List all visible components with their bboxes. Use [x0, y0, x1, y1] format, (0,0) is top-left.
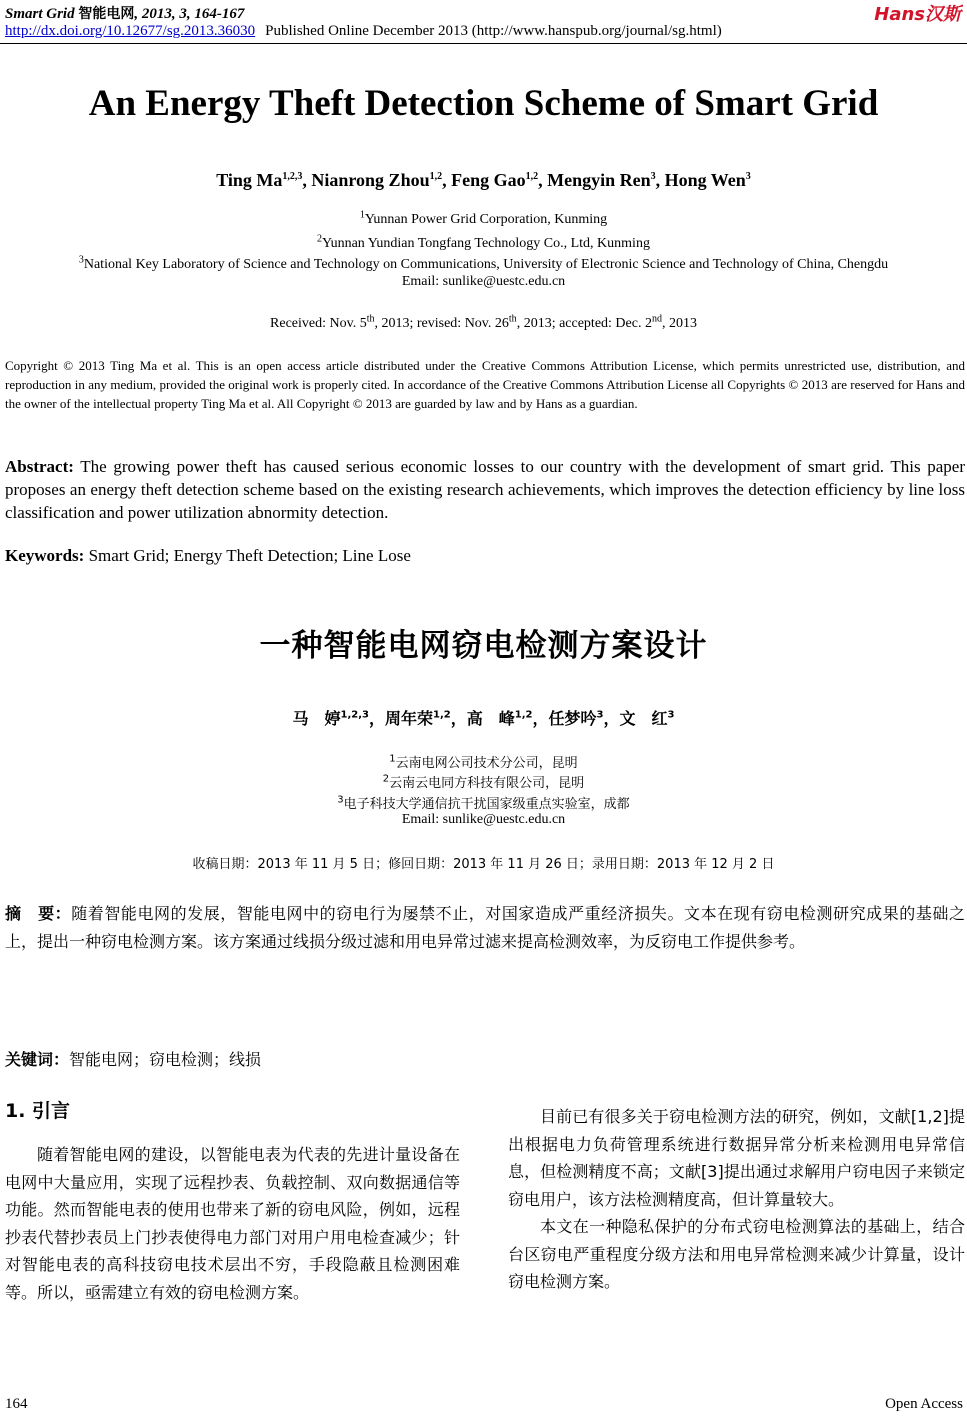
abstract-cn-text: 随着智能电网的发展，智能电网中的窃电行为屡禁不止，对国家造成严重经济损失。文本在现有窃电检测研究成果的基础之上，提出一种窃电检测方案。该方案通过线损分级过滤和用电异常过滤来提高检测效率，为反窃电工作提供参考。	[5, 904, 965, 951]
keywords-cn-text: 智能电网；窃电检测；线损	[69, 1050, 262, 1069]
published-online: Published Online December 2013 (http://www.hanspub.org/journal/sg.html)	[265, 23, 722, 39]
header-divider	[0, 43, 967, 44]
dates-cn: 收稿日期：2013 年 11 月 5 日；修回日期：2013 年 11 月 26 日；录用日期：2013 年 12 月 2 日	[192, 857, 775, 872]
keywords-label: Keywords:	[5, 546, 85, 565]
author-name-cn: 高 峰	[466, 709, 515, 728]
body-column-right	[508, 1103, 965, 1296]
author-affiliation: 1,2	[429, 171, 443, 182]
author-name-cn: 任梦吟	[548, 709, 597, 728]
journal-header	[5, 3, 244, 23]
author-name-cn: 周年荣	[385, 709, 434, 728]
author-name: Ting Ma	[216, 170, 283, 190]
abstract-cn	[5, 900, 965, 956]
authors-cn: 马 婷$^{1,2,3}$，周年荣$^{1,2}$，高 峰$^{1,2}$，任梦吟$^3$，文 红$^3$	[292, 709, 675, 728]
affiliation-en: $^2$Yunnan Yundian Tongfang Technology Co., Ltd, Kunming	[317, 233, 650, 251]
affiliation-cn: $^3$电子科技大学通信抗干扰国家级重点实验室，成都	[337, 794, 630, 812]
author-name-cn: 马 婷	[292, 709, 341, 728]
author-name: Feng Gao	[451, 170, 526, 190]
keywords-cn	[5, 1047, 965, 1070]
author-affiliation: 3	[745, 171, 751, 182]
open-access-label: Open Access	[885, 1396, 963, 1412]
body-column-left	[5, 1141, 460, 1306]
author-affiliation: 3	[650, 171, 656, 182]
keywords-en	[5, 546, 965, 566]
author-name-cn: 文 红	[619, 709, 668, 728]
affiliation-cn: $^2$云南云电同方科技有限公司，昆明	[382, 773, 585, 791]
section-heading: 1. 引言	[5, 1100, 71, 1122]
keywords-text: Smart Grid; Energy Theft Detection; Line Lose	[84, 546, 411, 565]
doi-link[interactable]: http://dx.doi.org/10.12677/sg.2013.36030	[5, 23, 256, 39]
abstract-en	[5, 455, 965, 524]
copyright-notice: Copyright © 2013 Ting Ma et al. This is an open access article distributed under the Creative Commons Attribution License, which permits unrestricted use, distribution, and reproduction in any medium, provided the original work is properly cited. In accordance of the Creative Commons Attribution License all Copyrights © 2013 are reserved for Hans and the owner of the intellectual property Ting Ma et al. All Copyright © 2013 are guarded by law and by Hans as a guardian.	[5, 358, 965, 411]
authors-en: Ting Ma$^{1,2,3}$, Nianrong Zhou$^{1,2}$, Feng Gao$^{1,2}$, Mengyin Ren$^3$, Hong Wen$^3$	[216, 170, 751, 190]
affiliation-cn: $^1$云南电网公司技术分公司，昆明	[389, 753, 578, 771]
abstract-text: The growing power theft has caused serious economic losses to our country with the development of smart grid. This paper proposes an energy theft detection scheme based on the existing research achievements, which improves the detection efficiency by line loss classification and power utilization abnormity detection.	[5, 457, 965, 522]
author-name: Hong Wen	[664, 170, 746, 190]
body-paragraph: 随着智能电网的建设，以智能电表为代表的先进计量设备在电网中大量应用，实现了远程抄表、负载控制、双向数据通信等功能。然而智能电表的使用也带来了新的窃电风险，例如，远程抄表代替抄表员上门抄表使得电力部门对用户用电检查减少；针对智能电表的高科技窃电技术层出不穷，手段隐蔽且检测困难等。所以，亟需建立有效的窃电检测方案。	[5, 1145, 460, 1302]
author-affiliation: 1,2	[525, 171, 539, 182]
journal-citation: , 2013, 3, 164-167	[134, 6, 245, 22]
abstract-label: Abstract:	[5, 457, 74, 476]
author-name: Mengyin Ren	[547, 170, 651, 190]
affiliation-en: $^3$National Key Laboratory of Science and Technology on Communications, University of Electronic Science and Technology of China, Chengdu	[78, 254, 889, 272]
body-paragraph: 目前已有很多关于窃电检测方法的研究，例如，文献[1,2]提出根据电力负荷管理系统进行数据异常分析来检测用电异常信息，但检测精度不高；文献[3]提出通过求解用户窃电因子来锁定窃电用户，该方法检测精度高，但计算量较大。	[508, 1107, 965, 1209]
paper-title-cn: 一种智能电网窃电检测方案设计	[259, 628, 708, 664]
doi-line	[5, 23, 722, 40]
author-name: Nianrong Zhou	[311, 170, 430, 190]
abstract-cn-label: 摘 要：	[5, 904, 72, 923]
journal-name: Smart Grid	[5, 6, 75, 22]
journal-name-cn: 智能电网	[78, 6, 135, 22]
received-dates: Received: Nov. 5th, 2013; revised: Nov. 26th, 2013; accepted: Dec. 2nd, 2013	[270, 313, 697, 331]
hans-logo-text: Hans汉斯	[874, 4, 961, 24]
author-affiliation: 1,2,3	[282, 171, 303, 182]
paper-title-en: An Energy Theft Detection Scheme of Smart Grid	[88, 83, 879, 124]
email-cn: Email: sunlike@uestc.edu.cn	[401, 812, 566, 827]
body-paragraph: 本文在一种隐私保护的分布式窃电检测算法的基础上，结合台区窃电严重程度分级方法和用电异常检测来减少计算量，设计窃电检测方案。	[508, 1217, 965, 1291]
hans-logo	[867, 2, 963, 24]
keywords-cn-label: 关键词：	[5, 1050, 70, 1069]
page-number: 164	[5, 1396, 28, 1412]
email-en: Email: sunlike@uestc.edu.cn	[401, 274, 566, 289]
affiliation-en: $^1$Yunnan Power Grid Corporation, Kunming	[359, 209, 608, 227]
